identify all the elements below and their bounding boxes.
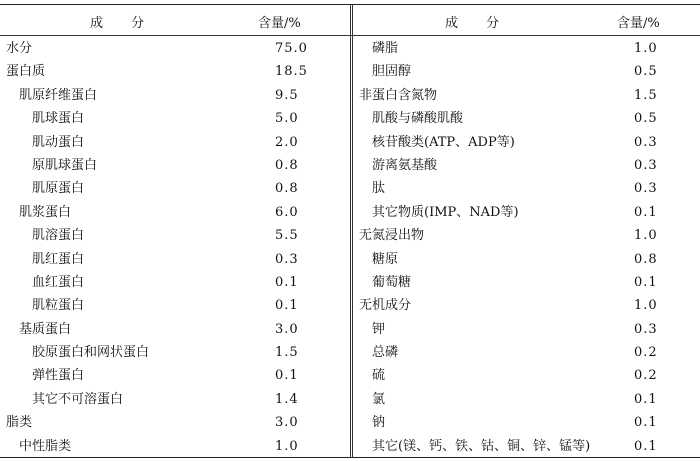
content-value: 0.3	[634, 321, 658, 337]
content-value: 0.3	[634, 134, 658, 150]
content-value: 1.0	[275, 438, 299, 454]
content-value: 1.5	[634, 87, 658, 103]
content-value: 1.5	[275, 345, 299, 361]
content-value: 5.0	[275, 111, 299, 127]
table-row	[353, 318, 700, 341]
content-value: 5.5	[275, 228, 299, 244]
table-row	[353, 364, 700, 387]
content-value: 0.1	[275, 298, 299, 314]
content-value: 0.5	[634, 111, 658, 127]
table-row	[353, 411, 700, 434]
table-row	[353, 60, 700, 83]
content-value: 1.0	[634, 298, 658, 314]
table-row	[353, 388, 700, 411]
component-name: 磷脂	[372, 41, 399, 56]
content-value: 0.5	[634, 64, 658, 80]
table-row	[0, 318, 350, 341]
component-name: 总磷	[372, 345, 399, 361]
table-row	[353, 37, 700, 60]
component-name: 弹性蛋白	[32, 368, 85, 384]
table-row	[353, 201, 700, 224]
left-rows	[0, 37, 350, 458]
right-half	[353, 4, 700, 458]
component-name: 蛋白质	[6, 64, 46, 80]
table-row	[0, 435, 350, 458]
right-header-name: 成分	[445, 16, 528, 31]
component-name: 肌酸与磷酸肌酸	[372, 111, 464, 127]
component-name: 无机成分	[359, 298, 412, 314]
component-name: 肌溶蛋白	[32, 228, 85, 244]
component-name: 无氮浸出物	[359, 228, 425, 244]
content-value: 0.1	[275, 368, 299, 384]
content-value: 1.0	[634, 41, 658, 56]
content-value: 0.1	[634, 438, 658, 454]
table-row	[0, 271, 350, 294]
content-value: 0.8	[275, 157, 299, 173]
left-header-name: 成分	[90, 16, 173, 31]
table-row	[0, 107, 350, 130]
left-half	[0, 4, 350, 458]
component-name: 胶原蛋白和网状蛋白	[32, 345, 150, 361]
left-header-value: 含量/%	[258, 16, 301, 31]
component-name: 中性脂类	[19, 438, 72, 454]
content-value: 0.1	[634, 274, 658, 290]
component-name: 其它物质(IMP、NAD等)	[372, 204, 519, 220]
component-name: 基质蛋白	[19, 321, 72, 337]
table-row	[0, 60, 350, 83]
content-value: 9.5	[275, 87, 299, 103]
table-row	[0, 224, 350, 247]
component-name: 胆固醇	[372, 64, 412, 80]
right-header-value: 含量/%	[617, 16, 660, 31]
component-name: 肌原纤维蛋白	[19, 87, 98, 103]
content-value: 2.0	[275, 134, 299, 150]
table-row	[0, 411, 350, 434]
table-row	[0, 154, 350, 177]
composition-table	[0, 4, 700, 458]
component-name: 非蛋白含氮物	[359, 87, 438, 103]
content-value: 0.1	[634, 415, 658, 431]
table-row	[353, 271, 700, 294]
component-name: 肌球蛋白	[32, 111, 85, 127]
component-name: 原肌球蛋白	[32, 157, 98, 173]
content-value: 0.1	[275, 274, 299, 290]
right-header-row	[353, 4, 700, 35]
table-row	[0, 177, 350, 200]
table-row	[353, 248, 700, 271]
component-name: 水分	[6, 41, 33, 56]
component-name: 肌粒蛋白	[32, 298, 85, 314]
content-value: 6.0	[275, 204, 299, 220]
component-name: 游离氨基酸	[372, 157, 438, 173]
table-row	[353, 435, 700, 458]
component-name: 血红蛋白	[32, 274, 85, 290]
content-value: 0.2	[634, 345, 658, 361]
content-value: 0.3	[634, 181, 658, 197]
component-name: 钠	[372, 415, 386, 431]
content-value: 0.1	[634, 391, 658, 407]
content-value: 18.5	[275, 64, 308, 80]
table-row	[0, 294, 350, 317]
content-value: 1.0	[634, 228, 658, 244]
content-value: 0.8	[275, 181, 299, 197]
table-row	[353, 84, 700, 107]
table-row	[353, 341, 700, 364]
component-name: 硫	[372, 368, 386, 384]
table-row	[0, 201, 350, 224]
component-name: 肽	[372, 181, 386, 197]
component-name: 肌浆蛋白	[19, 204, 72, 220]
table-row	[0, 364, 350, 387]
table-row	[353, 107, 700, 130]
content-value: 3.0	[275, 321, 299, 337]
content-value: 0.2	[634, 368, 658, 384]
table-row	[0, 341, 350, 364]
table-row	[0, 388, 350, 411]
table-row	[353, 154, 700, 177]
content-value: 0.8	[634, 251, 658, 267]
content-value: 0.3	[275, 251, 299, 267]
table-row	[353, 294, 700, 317]
component-name: 核苷酸类(ATP、ADP等)	[372, 134, 515, 150]
component-name: 葡萄糖	[372, 274, 412, 290]
left-header-row	[0, 4, 350, 35]
component-name: 肌动蛋白	[32, 134, 85, 150]
component-name: 糖原	[372, 251, 399, 267]
table-row	[0, 84, 350, 107]
table-row	[353, 224, 700, 247]
component-name: 肌红蛋白	[32, 251, 85, 267]
component-name: 氯	[372, 391, 386, 407]
component-name: 其它(镁、钙、铁、钴、铜、锌、锰等)	[372, 438, 591, 454]
component-name: 脂类	[6, 415, 33, 431]
table-row	[0, 37, 350, 60]
table-row	[353, 131, 700, 154]
content-value: 0.3	[634, 157, 658, 173]
content-value: 75.0	[275, 41, 308, 56]
component-name: 肌原蛋白	[32, 181, 85, 197]
component-name: 其它不可溶蛋白	[32, 391, 124, 407]
content-value: 1.4	[275, 391, 299, 407]
component-name: 钾	[372, 321, 386, 337]
right-rows	[353, 37, 700, 458]
table-row	[353, 177, 700, 200]
content-value: 0.1	[634, 204, 658, 220]
table-row	[0, 248, 350, 271]
table-row	[0, 131, 350, 154]
content-value: 3.0	[275, 415, 299, 431]
